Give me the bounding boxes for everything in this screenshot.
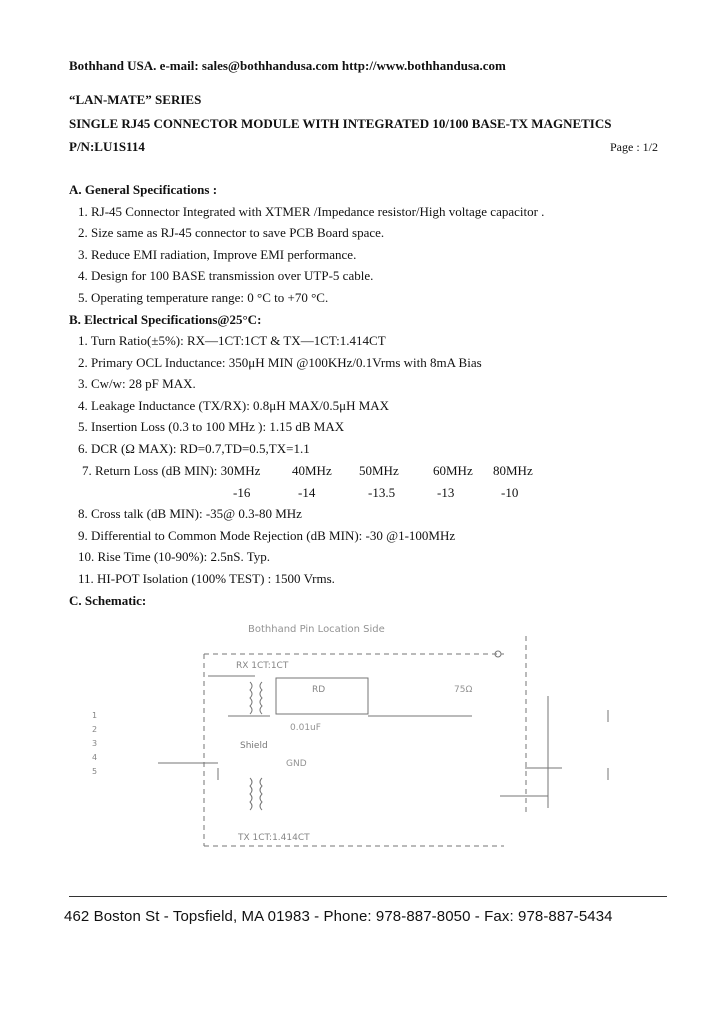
connector-pins: 1 2 3 4 5 [92, 711, 100, 776]
company-line: Bothhand USA. e-mail: sales@bothhandusa.com http://www.bothhandusa.com [69, 58, 506, 73]
electrical-item: 11. HI-POT Isolation (100% TEST) : 1500 Vrms. [78, 571, 335, 586]
rx-cap-label: 0.01uF [290, 723, 321, 733]
electrical-item: 9. Differential to Common Mode Rejection (dB MIN): -30 @1-100MHz [78, 528, 456, 543]
general-heading: A. General Specifications : [69, 182, 218, 197]
electrical-item: 8. Cross talk (dB MIN): -35@ 0.3-80 MHz [78, 506, 302, 521]
general-item: 1. RJ-45 Connector Integrated with XTMER /Impedance resistor/High voltage capacitor . [78, 204, 545, 219]
rx-res-label: 75Ω [454, 685, 473, 695]
footer-rule [69, 896, 667, 897]
rx-winding-block [276, 678, 368, 714]
general-item: 3. Reduce EMI radiation, Improve EMI performance. [78, 247, 357, 262]
electrical-item: 5. Insertion Loss (0.3 to 100 MHz ): 1.15 dB MAX [78, 419, 345, 434]
schematic-diagram [80, 618, 640, 858]
rx-transformer-label: RX 1CT:1CT [236, 661, 289, 671]
shield-label: Shield [240, 741, 268, 751]
schematic-heading: C. Schematic: [69, 593, 147, 608]
electrical-heading: B. Electrical Specifications@25°C: [69, 312, 262, 327]
general-item: 2. Size same as RJ-45 connector to save PCB Board space. [78, 225, 385, 240]
gnd-label: GND [286, 759, 307, 769]
rx-transformer-coil [250, 682, 252, 714]
electrical-item: 1. Turn Ratio(±5%): RX—1CT:1CT & TX—1CT:1.414CT [78, 333, 386, 348]
series-line: “LAN-MATE” SERIES [69, 92, 202, 107]
return-loss-value: -13 [437, 485, 455, 500]
footer-address: 462 Boston St - Topsfield, MA 01983 - Phone: 978-887-8050 - Fax: 978-887-5434 [64, 908, 613, 925]
return-loss-freq: 40MHz [292, 463, 332, 478]
tx-transformer-coil [260, 778, 262, 810]
return-loss-freq: 60MHz [433, 463, 473, 478]
electrical-item: 4. Leakage Inductance (TX/RX): 0.8μH MAX/0.5μH MAX [78, 398, 390, 413]
schematic-caption: Bothhand Pin Location Side [248, 624, 385, 635]
return-loss-value: -14 [298, 485, 316, 500]
rx-rd-label: RD [312, 685, 326, 695]
document-title: SINGLE RJ45 CONNECTOR MODULE WITH INTEGRATED 10/100 BASE-TX MAGNETICS [69, 116, 612, 131]
tx-transformer-coil [250, 778, 252, 810]
part-number: P/N:LU1S114 [69, 139, 145, 154]
electrical-item: 10. Rise Time (10-90%): 2.5nS. Typ. [78, 549, 271, 564]
electrical-item: 6. DCR (Ω MAX): RD=0.7,TD=0.5,TX=1.1 [78, 441, 310, 456]
return-loss-value: -10 [501, 485, 519, 500]
return-loss-value: -13.5 [368, 485, 396, 500]
return-loss-freq: 80MHz [493, 463, 533, 478]
return-loss-freq: 50MHz [359, 463, 399, 478]
rx-transformer-coil [260, 682, 262, 714]
tx-transformer-label: TX 1CT:1.414CT [238, 833, 310, 843]
electrical-item: 2. Primary OCL Inductance: 350μH MIN @100KHz/0.1Vrms with 8mA Bias [78, 355, 482, 370]
general-item: 4. Design for 100 BASE transmission over UTP-5 cable. [78, 268, 374, 283]
page-number: Page : 1/2 [610, 140, 658, 154]
electrical-item: 3. Cw/w: 28 pF MAX. [78, 376, 196, 391]
return-loss-value: -16 [233, 485, 251, 500]
return-loss-label: 7. Return Loss (dB MIN): 30MHz [82, 463, 261, 478]
general-item: 5. Operating temperature range: 0 °C to +70 °C. [78, 290, 329, 305]
